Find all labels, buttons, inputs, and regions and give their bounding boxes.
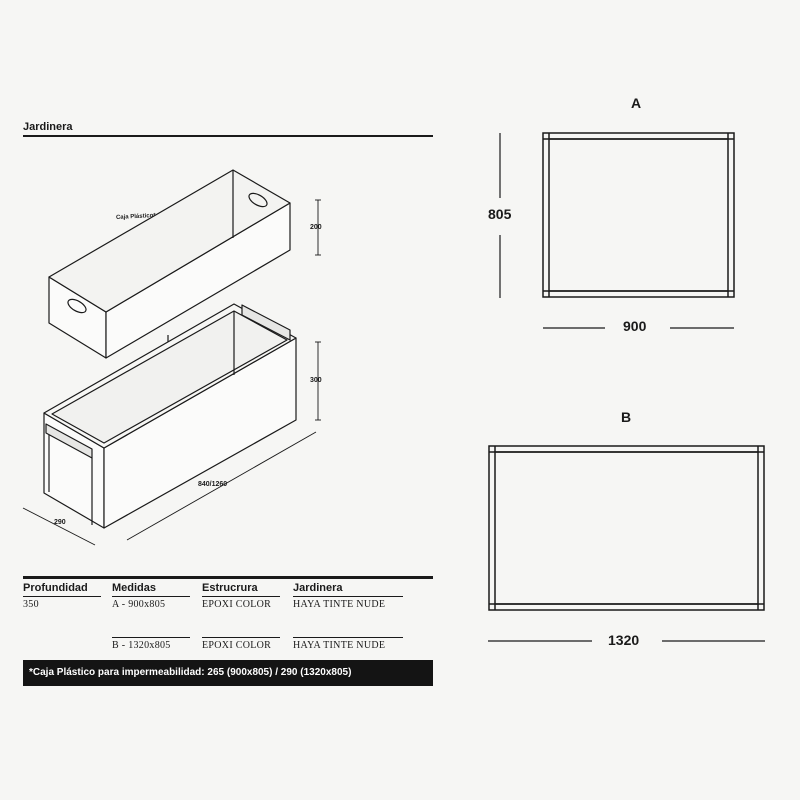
frame-a-mark: A xyxy=(631,95,642,111)
table-cell: HAYA TINTE NUDE xyxy=(293,599,386,610)
frame-b-drawing xyxy=(480,435,780,655)
dim-box-height: 200 xyxy=(310,224,322,231)
row-underline xyxy=(112,637,190,638)
impermeability-note: *Caja Plástico para impermeabilidad: 265 (900x805) / 290 (1320x805) xyxy=(23,660,433,686)
row-underline xyxy=(293,637,403,638)
dim-length: 840/1260 xyxy=(198,481,228,488)
frame-a-height: 805 xyxy=(488,206,512,222)
table-cell: A - 900x805 xyxy=(112,599,166,610)
table-cell: B - 1320x805 xyxy=(112,640,171,651)
dim-planter-height: 300 xyxy=(310,377,322,384)
header-underline xyxy=(23,596,101,597)
header-underline xyxy=(202,596,280,597)
frame-a-width: 900 xyxy=(623,318,647,334)
table-header-estructura: Estrucrura xyxy=(202,582,258,594)
frame-b-mark: B xyxy=(621,409,632,425)
dim-depth: 290 xyxy=(54,519,66,526)
table-header-profundidad: Profundidad xyxy=(23,582,88,594)
isometric-drawing xyxy=(0,0,440,560)
frame-a-drawing xyxy=(480,120,750,340)
table-divider xyxy=(23,576,433,579)
header-underline xyxy=(112,596,190,597)
frame-b-width: 1320 xyxy=(608,632,640,648)
table-header-medidas: Medidas xyxy=(112,582,157,594)
table-header-jardinera: Jardinera xyxy=(293,582,343,594)
row-underline xyxy=(202,637,280,638)
header-underline xyxy=(293,596,403,597)
table-cell: EPOXI COLOR xyxy=(202,640,272,651)
plastic-box-label: Caja Plástico* xyxy=(115,212,156,222)
page-title: Jardinera xyxy=(23,121,73,133)
table-cell: EPOXI COLOR xyxy=(202,599,272,610)
table-cell: HAYA TINTE NUDE xyxy=(293,640,386,651)
table-cell: 350 xyxy=(23,599,39,610)
